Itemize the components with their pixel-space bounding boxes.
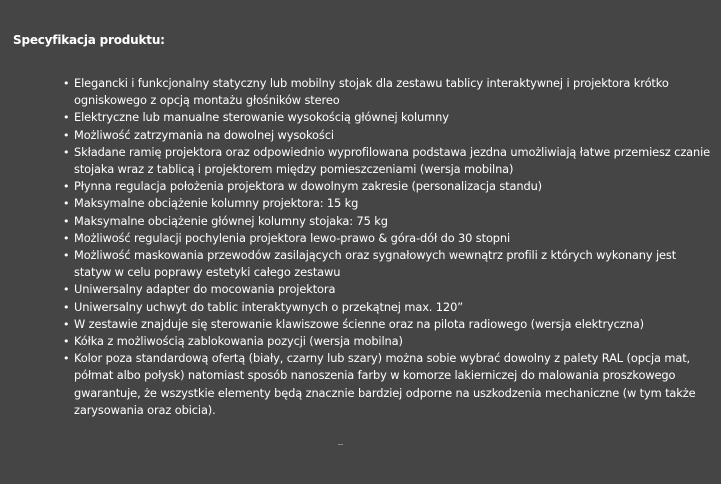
bullet-icon: •: [63, 317, 70, 331]
bullet-icon: •: [63, 128, 70, 142]
spec-item-text: Uniwersalny uchwyt do tablic interaktywnych o przekątnej max. 120”: [74, 299, 463, 314]
spec-item-text: Płynna regulacja położenia projektora w dowolnym zakresie (personalizacja standu): [74, 179, 542, 194]
decorative-dash: [338, 444, 343, 445]
spec-item: [63, 350, 713, 419]
spec-item-text: W zestawie znajduje się sterowanie klawiszowe ścienne oraz na pilota radiowego (wersja elektryczna): [74, 316, 644, 331]
spec-item-text: Możliwość zatrzymania na dowolnej wysokości: [74, 127, 334, 142]
spec-item: [63, 178, 713, 195]
spec-item: [63, 230, 713, 247]
spec-item-text: Możliwość maskowania przewodów zasilających oraz sygnałowych wewnątrz profili z których wykonany jest statyw w celu poprawy estetyki całego zestawu: [74, 248, 677, 280]
spec-item-text: Kolor poza standardową ofertą (biały, czarny lub szary) można sobie wybrać dowolny z palety RAL (opcja mat, półmat albo połysk) natomiast sposób nanoszenia farby w komorze lakierniczej do malowania proszkowego gwarantuje, że wszystkie elementy będą znacznie bardziej odporne na uszkodzenia mechaniczne (w tym także zarysowania oraz obicia).: [74, 351, 696, 417]
spec-item: [63, 75, 713, 109]
spec-item-text: Możliwość regulacji pochylenia projektora lewo-prawo & góra-dół do 30 stopni: [74, 230, 511, 245]
spec-item: [63, 127, 713, 144]
spec-item-text: Uniwersalny adapter do mocowania projektora: [74, 282, 336, 297]
bullet-icon: •: [63, 231, 70, 245]
spec-item: [63, 144, 713, 178]
spec-item: [63, 333, 713, 350]
spec-item: [63, 109, 713, 126]
spec-item-text: Elegancki i funkcjonalny statyczny lub mobilny stojak dla zestawu tablicy interaktywnej i projektora krótko ogniskowego z opcją montażu głośników stereo: [74, 76, 669, 108]
bullet-icon: •: [63, 352, 70, 366]
spec-item: [63, 195, 713, 212]
bullet-icon: •: [63, 300, 70, 314]
bullet-icon: •: [63, 197, 70, 211]
bullet-icon: •: [63, 77, 70, 90]
bullet-icon: •: [63, 249, 70, 263]
spec-item: [63, 281, 713, 298]
bullet-icon: •: [63, 214, 70, 228]
bullet-icon: •: [63, 111, 70, 125]
spec-heading: Specyfikacja produktu:: [13, 33, 165, 47]
spec-item: [63, 299, 713, 316]
spec-item-text: Składane ramię projektora oraz odpowiednio wyprofilowana podstawa jezdna umożliwiają łatwe przemiesz czanie stojaka wraz z tablicą i projektorem między pomieszczeniami (wersja mobilna): [74, 144, 711, 177]
spec-item: [63, 316, 713, 333]
bullet-icon: •: [63, 283, 70, 297]
spec-item-text: Elektryczne lub manualne sterowanie wysokością głównej kolumny: [74, 110, 449, 125]
bullet-icon: •: [63, 145, 70, 159]
bullet-icon: •: [63, 180, 70, 194]
spec-item: [63, 247, 713, 281]
spec-item: [63, 213, 713, 230]
spec-item-text: Maksymalne obciążenie głównej kolumny stojaka: 75 kg: [74, 213, 388, 228]
spec-list: [63, 75, 713, 419]
spec-item-text: Maksymalne obciążenie kolumny projektora: 15 kg: [74, 196, 359, 211]
bullet-icon: •: [63, 335, 70, 349]
spec-item-text: Kółka z możliwością zablokowania pozycji (wersja mobilna): [74, 334, 403, 349]
